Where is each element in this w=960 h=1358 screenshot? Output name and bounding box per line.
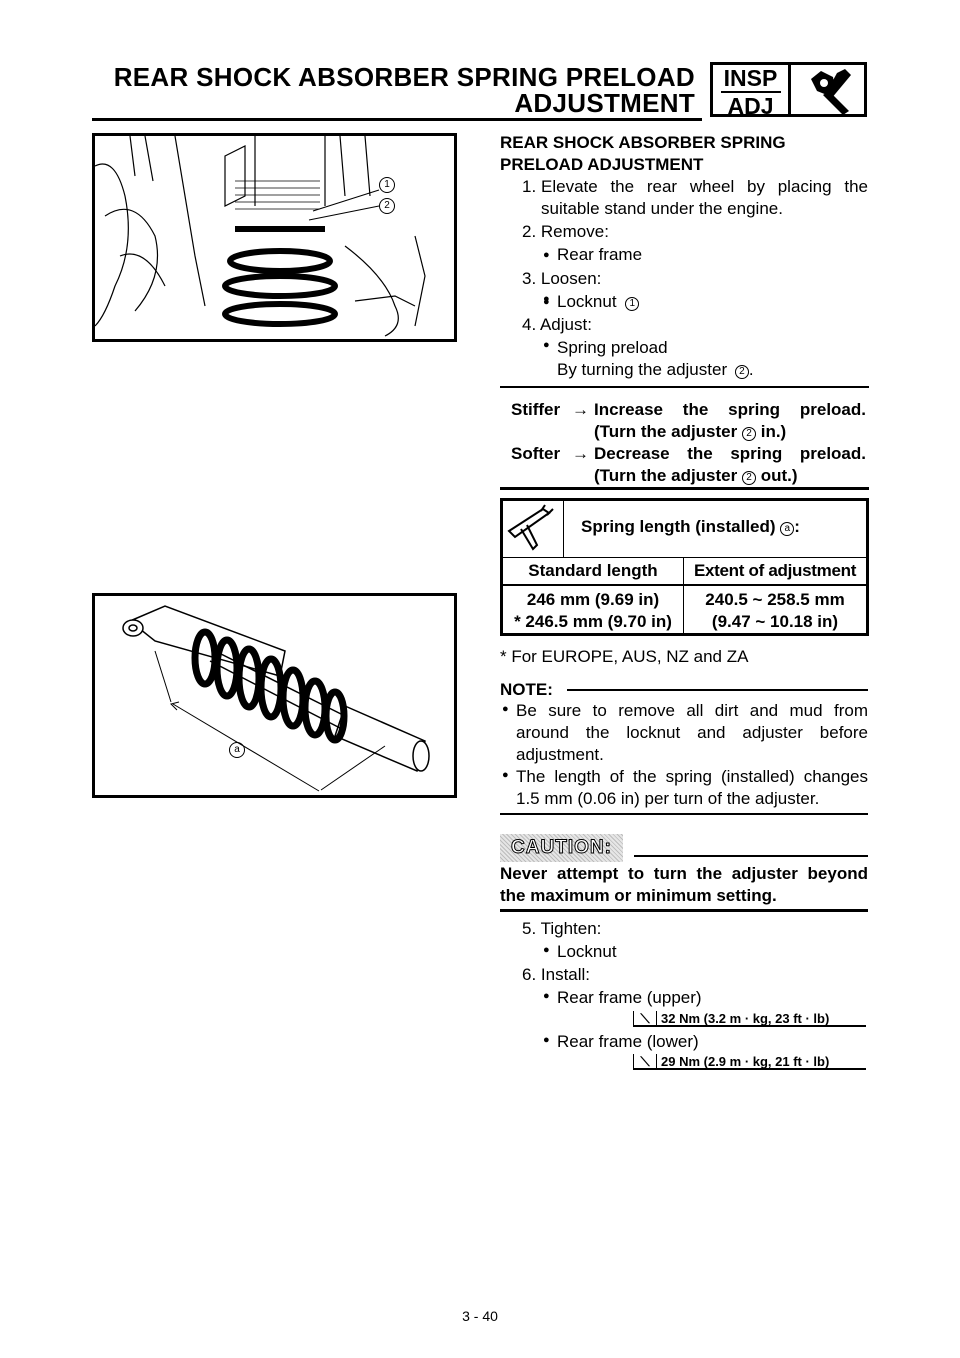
page-number: 3 - 40: [462, 1308, 498, 1324]
step3-ref: 1: [625, 297, 639, 311]
step3-label: 3. Loosen:: [522, 269, 602, 288]
shock-top-photo-figure: [92, 133, 457, 342]
step4-label: 4. Adjust:: [522, 315, 592, 334]
header-rule: [92, 118, 702, 121]
shock-absorber-illustration: [95, 596, 454, 795]
caution-bottom-rule: [500, 909, 868, 912]
step6-item1: Rear frame (upper): [557, 988, 702, 1007]
step2-item: ● Rear frame: [557, 244, 642, 266]
caution-line1: Never attempt to turn the adjuster beyond: [500, 864, 868, 883]
section-heading-line1: REAR SHOCK ABSORBER SPRING: [500, 133, 786, 152]
note-label: NOTE:: [500, 680, 553, 699]
spec-title-ref: a: [780, 522, 794, 536]
stiffer-text: Increase the spring preload.: [594, 400, 866, 419]
torque-wrench-icon: ⟍: [634, 1011, 657, 1027]
step2-label: 2. Remove:: [522, 222, 609, 241]
spec-title-row: Spring length (installed) a :: [581, 517, 800, 536]
torque2-text: 29 Nm (2.9 m · kg, 21 ft · lb): [661, 1054, 830, 1069]
spec-divider-1: [503, 557, 866, 558]
badge-adj: ADJ: [727, 93, 774, 119]
step4-ref: 2: [735, 365, 749, 379]
step5-item: Locknut: [557, 942, 617, 961]
step5-label: 5. Tighten:: [522, 919, 602, 938]
step4-sub-row: By turning the adjuster 2 .: [557, 360, 754, 379]
step3-item-row: [557, 291, 639, 313]
step1-number: 1.: [522, 177, 537, 196]
softer-ref: 2: [742, 471, 756, 485]
softer-sub-row: [594, 465, 798, 487]
shock-absorber-figure: [92, 593, 457, 798]
torque-spec-lower: [633, 1054, 866, 1070]
spec-title: Spring length (installed): [581, 517, 776, 536]
softer-sub-post: out.): [760, 466, 798, 485]
stiffer-arrow: →: [572, 400, 589, 419]
caution-label-box: [500, 834, 623, 862]
section-heading-line2: PRELOAD ADJUSTMENT: [500, 155, 704, 174]
note-item1-line1: Be sure to remove all dirt and mud from: [516, 701, 868, 720]
note-bullet-1: ●: [502, 703, 509, 715]
step4-bullet-dot: ●: [543, 339, 550, 351]
step6-bullet-dot-2: ●: [543, 1034, 550, 1046]
stiffer-sub-row: [594, 421, 786, 443]
badge-insp: INSP: [723, 65, 778, 91]
softer-arrow: →: [572, 444, 589, 463]
header-title-line2: ADJUSTMENT: [514, 88, 695, 118]
note-item2-line2: 1.5 mm (0.06 in) per turn of the adjuster.: [516, 789, 820, 808]
step4-item: Spring preload: [557, 338, 668, 357]
callout-2: 2: [379, 198, 395, 214]
step1-line2: suitable stand under the engine.: [541, 199, 783, 218]
caution-rule: [634, 855, 868, 857]
spec-col1-line2: * 246.5 mm (9.70 in): [514, 612, 672, 631]
header-title-line1: REAR SHOCK ABSORBER SPRING PRELOAD: [113, 62, 695, 92]
note-bottom-rule: [500, 813, 868, 815]
adjust-direction-box: [500, 386, 869, 490]
callout-a: a: [229, 742, 245, 758]
stiffer-sub-pre: (Turn the adjuster: [594, 422, 738, 441]
caution-label: CAUTION:: [511, 837, 612, 858]
step6-bullet-dot-1: ●: [543, 990, 550, 1002]
spec-col1-line1: 246 mm (9.69 in): [526, 590, 660, 609]
step3-bullet-dot: ●: [543, 293, 550, 305]
softer-sub-pre: (Turn the adjuster: [594, 466, 738, 485]
footnote: * For EUROPE, AUS, NZ and ZA: [500, 647, 749, 666]
spec-col2-line1: 240.5 ~ 258.5 mm: [705, 590, 845, 609]
step3-item: Locknut: [557, 292, 617, 311]
spec-divider-2: [503, 584, 866, 586]
step5-bullet-dot: ●: [543, 944, 550, 956]
softer-label: Softer: [511, 444, 561, 463]
step6-label: 6. Install:: [522, 965, 591, 984]
step6-item2: Rear frame (lower): [557, 1032, 699, 1051]
caliper-icon: [503, 501, 564, 557]
note-bullet-2: ●: [502, 769, 509, 781]
note-item1-line2: around the locknut and adjuster before: [516, 723, 868, 742]
spring-length-spec-table: [500, 498, 869, 636]
step1-line1: Elevate the rear wheel by placing the: [541, 177, 868, 196]
note-item1-line3: adjustment.: [516, 745, 604, 764]
insp-adj-badge: [710, 62, 791, 117]
wrench-screwdriver-icon: [791, 62, 867, 117]
note-rule: [567, 689, 868, 691]
spec-col1-header: Standard length: [528, 561, 658, 580]
torque1-text: 32 Nm (3.2 m · kg, 23 ft · lb): [661, 1011, 830, 1026]
stiffer-label: Stiffer: [511, 400, 561, 419]
spec-col2-line2: (9.47 ~ 10.18 in): [711, 612, 839, 631]
note-item2-line1: The length of the spring (installed) changes: [516, 767, 868, 786]
stiffer-ref: 2: [742, 427, 756, 441]
shock-top-illustration: [95, 136, 454, 339]
spec-col2-header: Extent of adjustment: [693, 561, 857, 580]
step4-sub: By turning the adjuster: [557, 360, 728, 379]
torque-spec-upper: [633, 1011, 866, 1027]
caution-line2: the maximum or minimum setting.: [500, 886, 777, 905]
softer-text: Decrease the spring preload.: [594, 444, 866, 463]
callout-1: 1: [379, 177, 395, 193]
torque-wrench-icon: ⟍: [634, 1054, 657, 1070]
stiffer-sub-post: in.): [760, 422, 787, 441]
